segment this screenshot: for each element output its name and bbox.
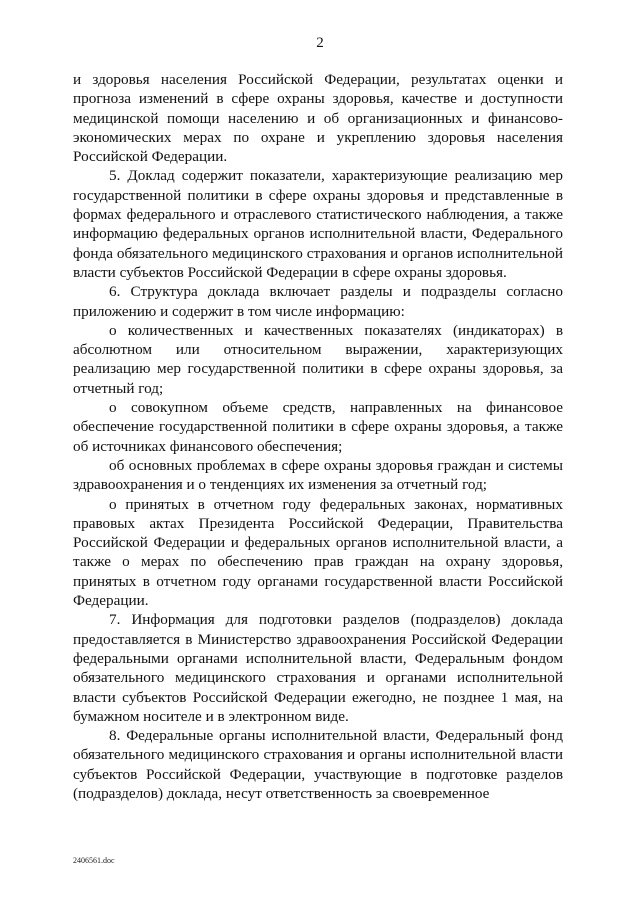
paragraph-item-6-funding: о совокупном объеме средств, направленных на финансовое обеспечение государственной политики в сфере охраны здоровья, а также об источниках финансового обеспечения;: [73, 399, 563, 455]
paragraph-item-6-problems: об основных проблемах в сфере охраны здоровья граждан и системы здравоохранения и о тенденциях их изменения за отчетный год;: [73, 456, 563, 494]
page-number: 2: [316, 35, 324, 51]
document-body: [73, 70, 563, 803]
paragraph-continuation: и здоровья населения Российской Федерации, результатах оценки и прогноза изменений в сфере охраны здоровья, качестве и доступности медицинской помощи населению и об организационных и финансово-экономических мерах по охране и укреплению здоровья населения Российской Федерации.: [73, 71, 563, 166]
paragraph-item-6-indicators: о количественных и качественных показателях (индикаторах) в абсолютном или относительном выражении, характеризующих реализацию мер государственной политики в сфере охраны здоровья, за отчетный год;: [73, 321, 563, 397]
paragraph-item-6: 6. Структура доклада включает разделы и подразделы согласно приложению и содержит в том числе информацию:: [73, 283, 563, 320]
paragraph-item-5: 5. Доклад содержит показатели, характеризующие реализацию мер государственной политики в сфере охраны здоровья и представленные в формах федерального и отраслевого статистического наблюдения, а также информацию федеральных органов исполнительной власти, Федерального фонда обязательного медицинского страхования и органов исполнительной власти субъектов Российской Федерации в сфере охраны здоровья.: [73, 167, 563, 281]
paragraph-item-6-laws: о принятых в отчетном году федеральных законах, нормативных правовых актах Президента Российской Федерации, Правительства Российской Федерации и федеральных органов исполнительной власти, а также о мерах по обеспечению прав граждан на охрану здоровья, принятых в отчетном году органами государственной власти Российской Федерации.: [73, 495, 563, 610]
document-file-code: 2406561.doc: [73, 856, 115, 865]
paragraph-item-8: 8. Федеральные органы исполнительной власти, Федеральный фонд обязательного медицинского страхования и органы исполнительной власти субъектов Российской Федерации, участвующие в подготовке разделов (подразделов) доклада, несут ответственность за своевременное: [73, 727, 563, 802]
paragraph-item-7: 7. Информация для подготовки разделов (подразделов) доклада предоставляется в Министерство здравоохранения Российской Федерации федеральными органами исполнительной власти, Федеральным фондом обязательного медицинского страхования и органами исполнительной власти субъектов Российской Федерации ежегодно, не позднее 1 мая, на бумажном носителе и в электронном виде.: [73, 611, 563, 725]
